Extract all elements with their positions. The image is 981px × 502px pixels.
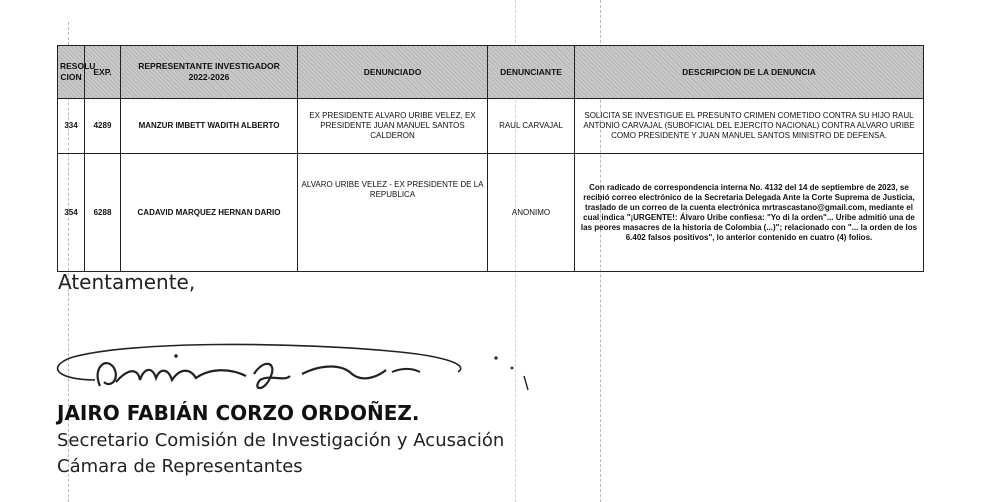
- header-resolucion-line1: RESOLU: [60, 61, 96, 71]
- closing-salutation: Atentamente,: [58, 270, 196, 294]
- cell-resolucion: 334: [58, 99, 85, 154]
- cell-exp: 4289: [85, 99, 121, 154]
- cell-denunciado: ALVARO URIBE VELEZ - EX PRESIDENTE DE LA REPUBLICA: [298, 154, 488, 272]
- table-row: [58, 154, 924, 272]
- signatory-organization: Cámara de Representantes: [57, 456, 303, 477]
- header-denunciante: DENUNCIANTE: [488, 46, 575, 99]
- cell-representante: CADAVID MARQUEZ HERNAN DARIO: [121, 154, 298, 272]
- table-header-row: [58, 46, 924, 99]
- table-row: [58, 99, 924, 154]
- complaints-table: [57, 45, 924, 272]
- signatory-role: Secretario Comisión de Investigación y Acusación: [57, 430, 505, 451]
- cell-descripcion: SOLICITA SE INVESTIGUE EL PRESUNTO CRIMEN COMETIDO CONTRA SU HIJO RAUL ANTONIO CARVAJAL (SUBOFICIAL DEL EJERCITO NACIONAL) CONTRA ALVARO URIBE COMO PRESIDENTE Y JUAN MANUEL SANTOS MINISTRO DE DEFENSA.: [575, 99, 924, 154]
- handwritten-signature: [40, 338, 540, 408]
- cell-representante: MANZUR IMBETT WADITH ALBERTO: [121, 99, 298, 154]
- header-descripcion: DESCRIPCION DE LA DENUNCIA: [575, 46, 924, 99]
- cell-denunciante: ANONIMO: [488, 154, 575, 272]
- cell-resolucion: 354: [58, 154, 85, 272]
- header-exp: EXP.: [85, 46, 121, 99]
- cell-denunciante: RAUL CARVAJAL: [488, 99, 575, 154]
- signatory-name: JAIRO FABIÁN CORZO ORDOÑEZ.: [57, 401, 420, 425]
- header-representante: [121, 46, 298, 99]
- cell-exp: 6288: [85, 154, 121, 272]
- header-denunciado: DENUNCIADO: [298, 46, 488, 99]
- cell-descripcion: Con radicado de correspondencia interna No. 4132 del 14 de septiembre de 2023, se recibió correo electrónico de la Secretaria Delegada Ante la Corte Suprema de Justicia, traslado de un correo de la cuenta electrónica mrtrascastano@gmail.com, mediante el cual indica "¡URGENTE!: Álvaro Uribe confiesa: "Yo di la orden"... Uribe admitió una de las peores masacres de la historia de Colombia (...)"; relacionado con "... la orden de los 6.402 falsos positivos", lo anterior contenido en cuatro (4) folios.: [575, 154, 924, 272]
- header-resolucion-line2: CION: [60, 72, 82, 82]
- cell-denunciado: EX PRESIDENTE ALVARO URIBE VELEZ, EX PRESIDENTE JUAN MANUEL SANTOS CALDERON: [298, 99, 488, 154]
- header-resolucion: [58, 46, 96, 99]
- header-rep-line1: REPRESENTANTE INVESTIGADOR: [138, 61, 280, 71]
- header-rep-line2: 2022-2026: [188, 72, 230, 82]
